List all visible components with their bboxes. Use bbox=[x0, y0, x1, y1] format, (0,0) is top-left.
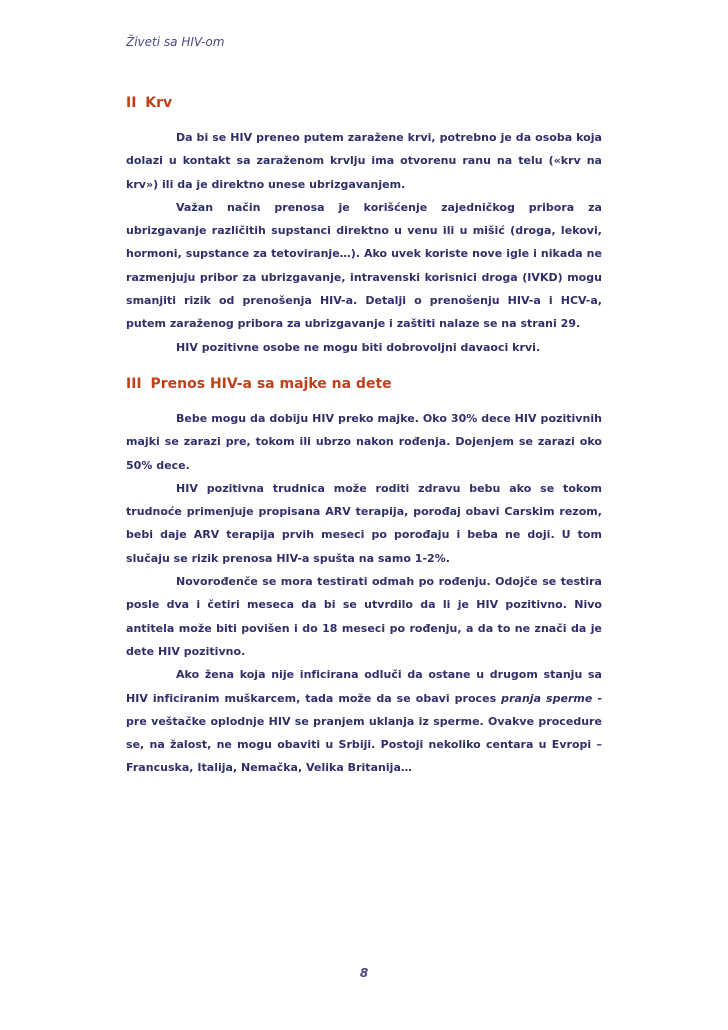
section-title: Prenos HIV-a sa majke na dete bbox=[150, 375, 392, 392]
paragraph bbox=[126, 663, 602, 779]
paragraph: Da bi se HIV preneo putem zaražene krvi, potrebno je da osoba koja dolazi u kontakt sa zaraženom krvlju ima otvorenu ranu na telu («krv na krv») ili da je direktno unese ubrizgavanjem. bbox=[126, 131, 602, 191]
paragraph: Važan način prenosa je korišćenje zajedničkog pribora za ubrizgavanje različitih supstanci direktno u venu ili u mišić (droga, lekovi, hormoni, supstance za tetoviranje…). Ako uvek koriste nove igle i nikada ne razmenjuju pribor za ubrizgavanje, intravenski korisnici droga (IVKD) mogu smanjiti rizik od prenošenja HIV-a. Detalji o prenošenju HIV-a i HCV-a, putem zaraženog pribora za ubrizgavanje i zaštiti nalaze se na strani 29. bbox=[126, 200, 602, 331]
page-content bbox=[126, 92, 602, 780]
paragraph-text: Ako žena koja nije inficirana odluči da ostane u drugom stanju sa HIV inficiranim muškarcem, tada može da se obavi proces bbox=[126, 668, 602, 705]
section-number: III bbox=[126, 375, 142, 392]
paragraph: HIV pozitivne osobe ne mogu biti dobrovoljni davaoci krvi. bbox=[176, 340, 541, 354]
page-number: 8 bbox=[359, 966, 369, 980]
running-header: Živeti sa HIV-om bbox=[126, 35, 225, 49]
section-heading-krv bbox=[126, 92, 602, 114]
paragraph: HIV pozitivna trudnica može roditi zdravu bebu ako se tokom trudnoće primenjuje propisana ARV terapija, porođaj obavi Carskim rezom, bebi daje ARV terapija prvih meseci po porođaju i beba ne doji. U tom slučaju se rizik prenosa HIV-a spušta na samo 1-2%. bbox=[126, 481, 602, 565]
paragraph: Novorođenče se mora testirati odmah po rođenju. Odojče se testira posle dva i četiri meseca da bi se utvrdilo da li je HIV pozitivno. Nivo antitela može biti povišen i do 18 meseci po rođenju, a da to ne znači da je dete HIV pozitivno. bbox=[126, 575, 602, 658]
italic-term: pranja sperme bbox=[501, 691, 593, 705]
section-heading-prenos-majka-dete bbox=[126, 373, 602, 395]
section-title: Krv bbox=[145, 95, 173, 111]
paragraph-text: - pre veštačke oplodnje HIV se pranjem uklanja iz sperme. Ovakve procedure se, na žalost, ne mogu obaviti u Srbiji. Postoji nekoliko centara u Evropi – Francuska, Italija, Nemačka, Velika Britanija… bbox=[126, 691, 603, 775]
section-number: II bbox=[126, 95, 137, 111]
paragraph: Bebe mogu da dobiju HIV preko majke. Oko 30% dece HIV pozitivnih majki se zarazi pre, tokom ili ubrzo nakon rođenja. Dojenjem se zarazi oko 50% dece. bbox=[126, 411, 602, 472]
